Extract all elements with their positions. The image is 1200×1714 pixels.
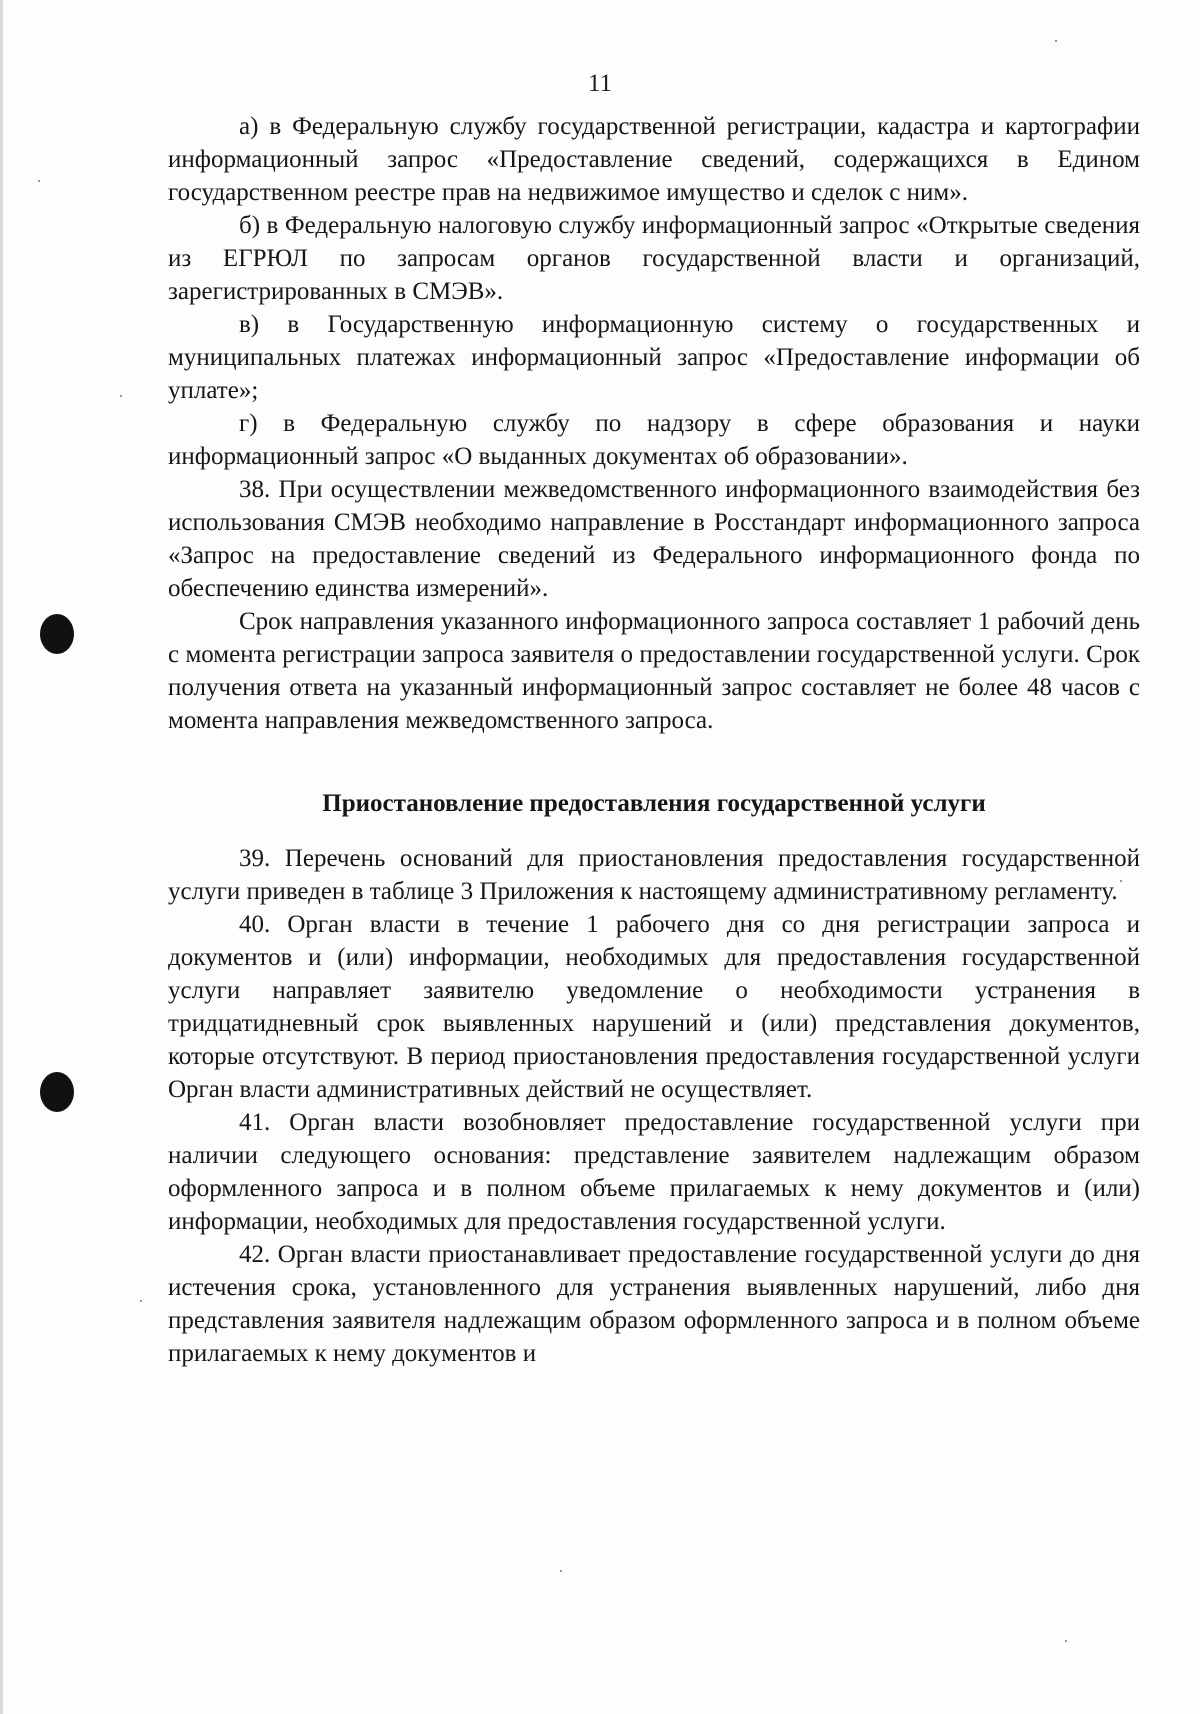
paragraph-38: 38. При осуществлении межведомственного информационного взаимодействия без использования СМЭВ необходимо направление в Росстандарт информационного запроса «Запрос на предоставление сведений из Федерального информационного фонда по обеспечению единства измерений». (168, 476, 1140, 602)
scan-speck (38, 180, 40, 182)
scan-speck (120, 395, 122, 397)
page-number: 11 (587, 70, 613, 97)
paragraph-b: б) в Федеральную налоговую службу информационный запрос «Открытые сведения из ЕГРЮЛ по запросам органов государственной власти и организаций, зарегистрированных в СМЭВ». (168, 212, 1140, 305)
document-body (168, 110, 1140, 1370)
punch-hole-mark (40, 614, 74, 654)
scan-edge (0, 0, 3, 1714)
paragraph-39: 39. Перечень оснований для приостановления предоставления государственной услуги приведен в таблице 3 Приложения к настоящему административному регламенту. (168, 845, 1140, 905)
paragraph-g: г) в Федеральную службу по надзору в сфере образования и науки информационный запрос «О выданных документах об образовании». (168, 410, 1140, 470)
scan-speck (140, 1300, 142, 1302)
paragraph-40: 40. Орган власти в течение 1 рабочего дня со дня регистрации запроса и документов и (или) информации, необходимых для предоставления государственной услуги направляет заявителю уведомление о необходимости устранения в тридцатидневный срок выявленных нарушений и (или) представления документов, которые отсутствуют. В период приостановления предоставления государственной услуги Орган власти административных действий не осуществляет. (168, 911, 1140, 1103)
scan-speck (1065, 1640, 1067, 1642)
punch-hole-mark (40, 1072, 74, 1112)
paragraph-v: в) в Государственную информационную систему о государственных и муниципальных платежах информационный запрос «Предоставление информации об уплате»; (168, 311, 1140, 404)
paragraph-request-term: Срок направления указанного информационного запроса составляет 1 рабочий день с момента регистрации запроса заявителя о предоставлении государственной услуги. Срок получения ответа на указанный информационный запрос составляет не более 48 часов с момента направления межведомственного запроса. (168, 608, 1140, 734)
section-heading: Приостановление предоставления государственной услуги (322, 790, 986, 817)
paragraph-42: 42. Орган власти приостанавливает предоставление государственной услуги до дня истечения срока, установленного для устранения выявленных нарушений, либо дня представления заявителя надлежащим образом оформленного запроса и в полном объеме прилагаемых к нему документов и (168, 1241, 1140, 1367)
scan-speck (1055, 40, 1057, 42)
paragraph-a: а) в Федеральную службу государственной регистрации, кадастра и картографии информационный запрос «Предоставление сведений, содержащихся в Едином государственном реестре прав на недвижимое имущество и сделок с ним». (168, 113, 1140, 206)
scan-speck (560, 1570, 562, 1572)
paragraph-41: 41. Орган власти возобновляет предоставление государственной услуги при наличии следующего основания: представление заявителем надлежащим образом оформленного запроса и в полном объеме прилагаемых к нему документов и (или) информации, необходимых для предоставления государственной услуги. (168, 1109, 1140, 1235)
